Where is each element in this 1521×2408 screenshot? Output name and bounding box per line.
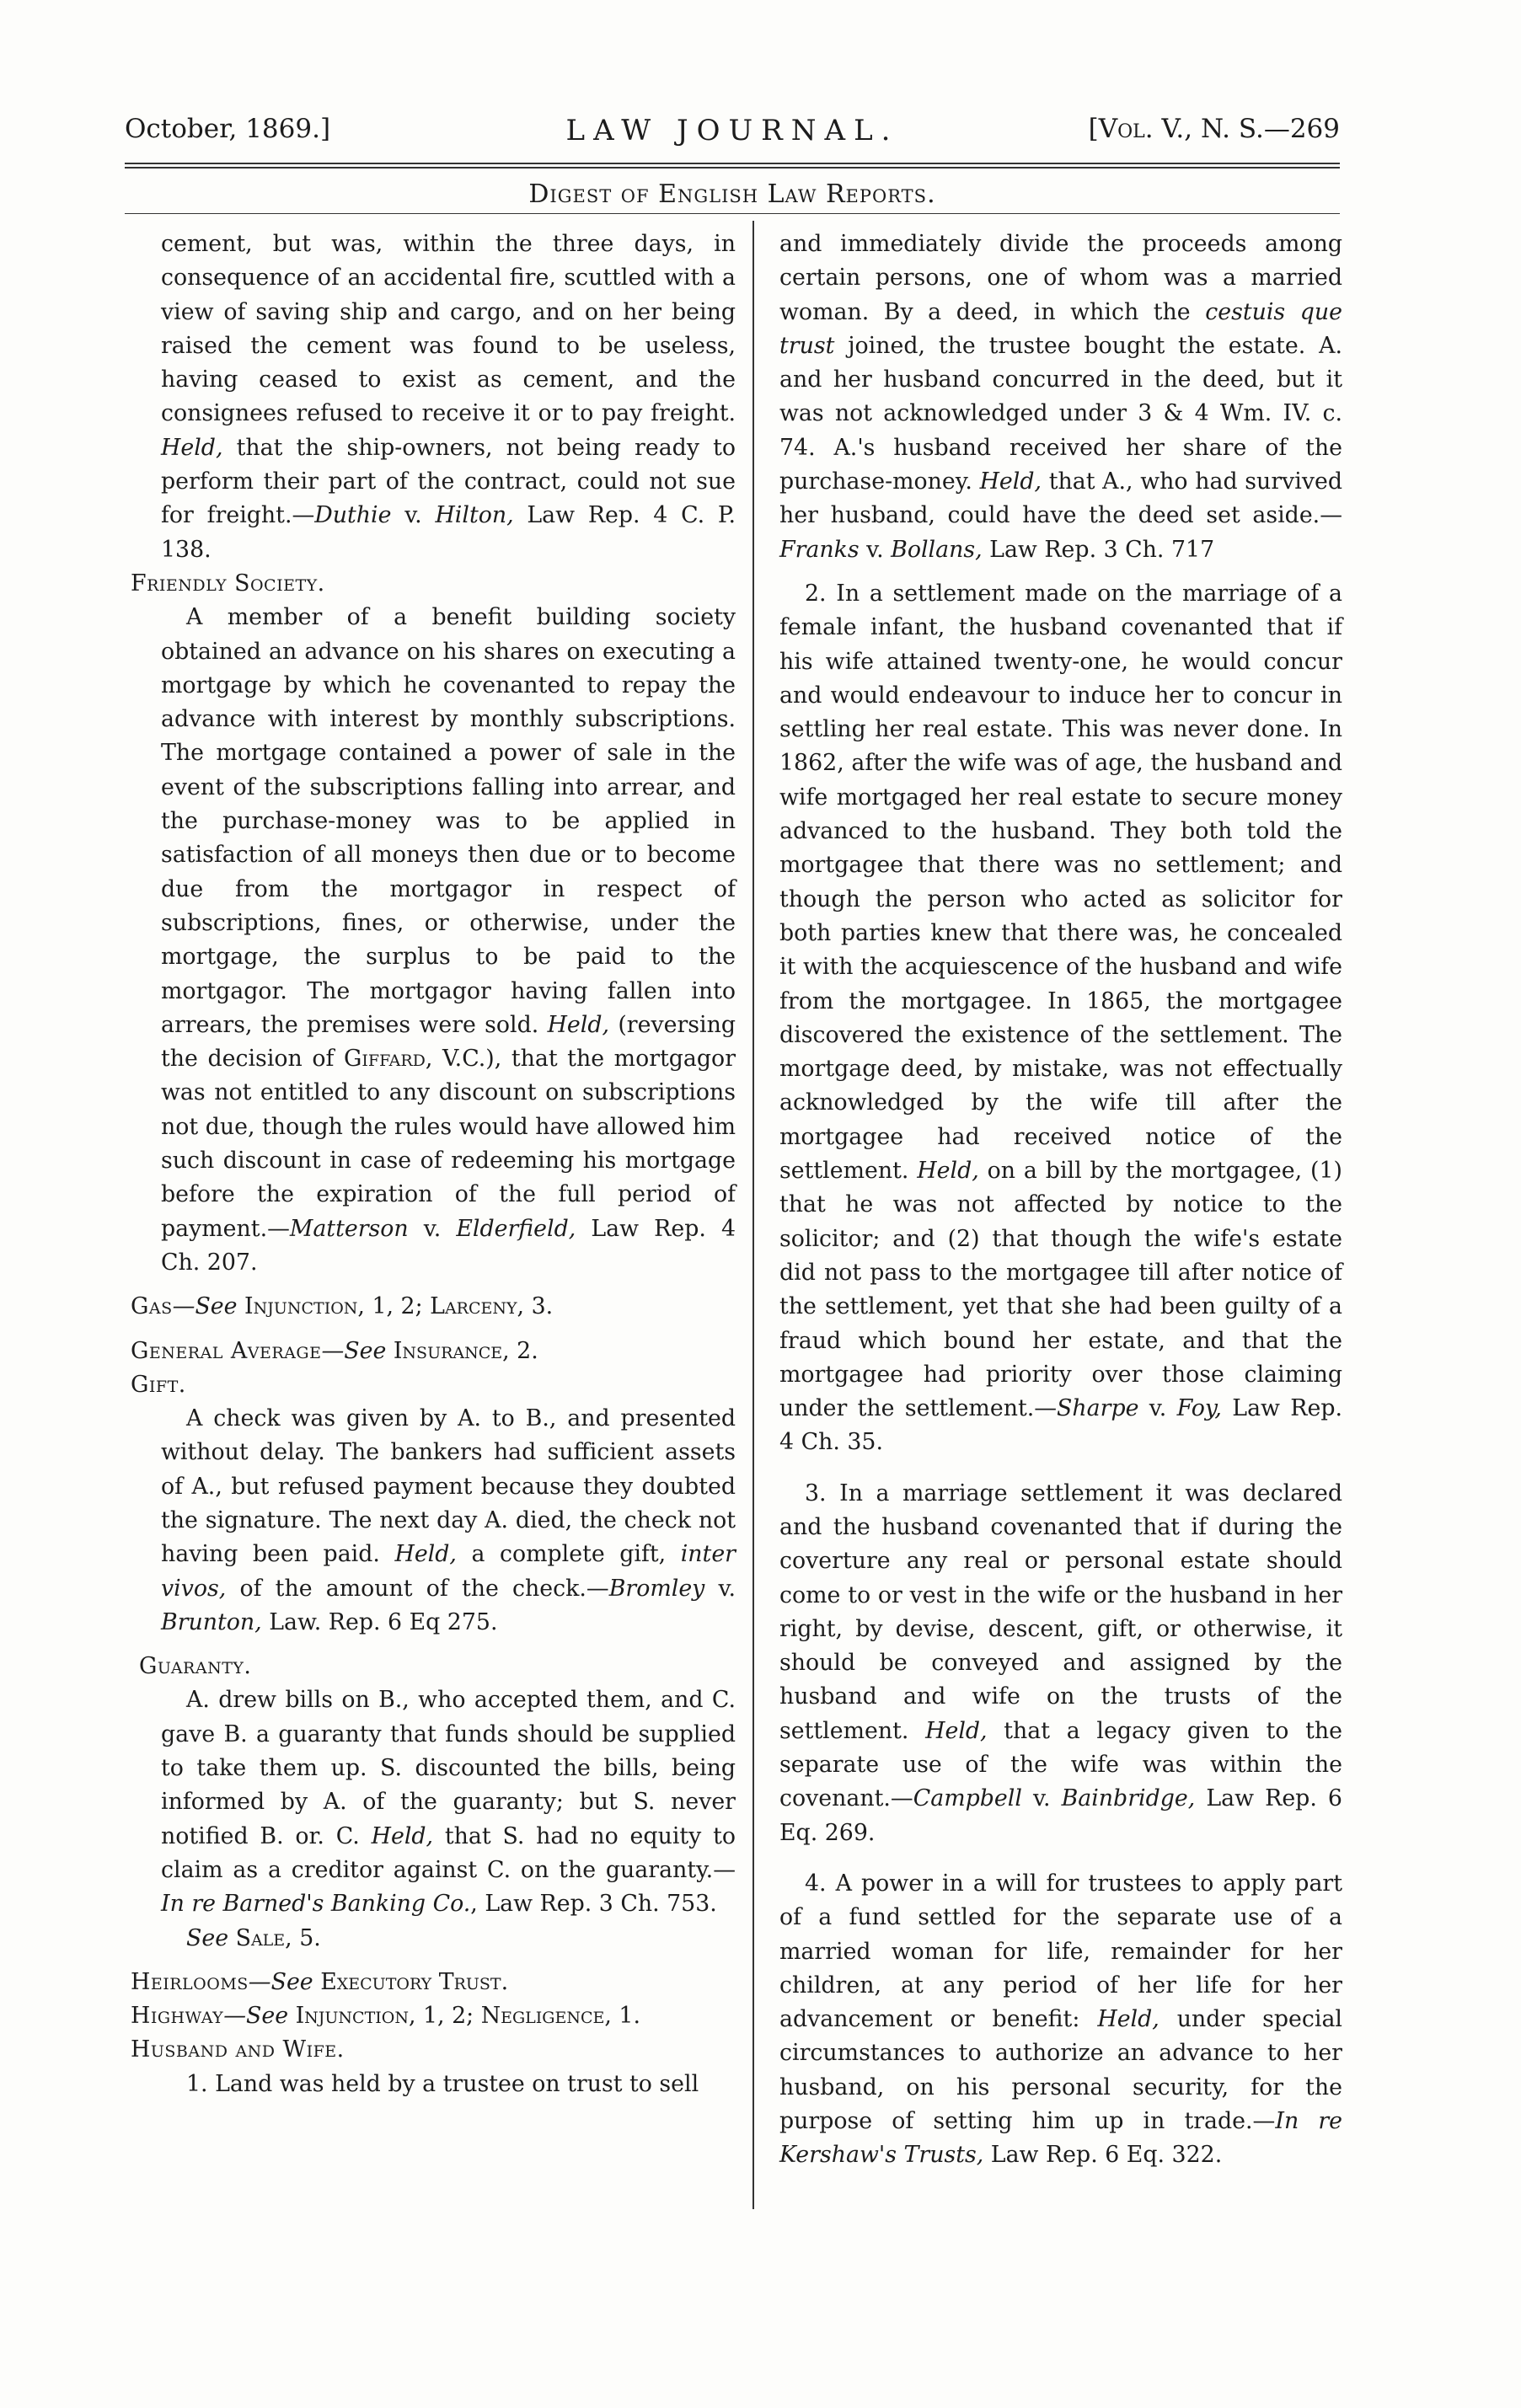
section-rule — [125, 213, 1340, 214]
cross-ref-sale: See Sale, 5. — [186, 1924, 321, 1951]
paragraph-campbell-bainbridge: 3. In a marriage settlement it was declared and the husband covenanted that if during the coverture any real or personal estate should come to or vest in the wife or the husband in her right, by devise, descent, gift, or otherwise, it should be conveyed and assigned by the husband and wife on the trusts of the settlement. Held, that a legacy given to the separate use of the wife was within the covenant.—Campbell v. Bainbridge, Law Rep. 6 Eq. 269. — [779, 1480, 1342, 1846]
cross-ref-heirlooms: Heirlooms—See Executory Trust. — [131, 1968, 509, 1995]
cross-ref-general-average: General Average—See Insurance, 2. — [131, 1337, 538, 1364]
section-title: Digest of English Law Reports. — [528, 179, 936, 209]
paragraph-husband-wife-1: 1. Land was held by a trustee on trust to sell — [186, 2070, 699, 2097]
cross-ref-highway: Highway—See Injunction, 1, 2; Negligence, 1. — [131, 2003, 640, 2030]
paragraph-friendly-society: A member of a benefit building society obtained an advance on his shares on executing a mortgage by which he covenanted to repay the advance with interest by monthly subscriptions. The mortgage contained a power of sale in the event of the subscriptions falling into arrear, and the purchase-money was to be applied in satisfaction of all moneys then due or to become due from the mortgagor in respect of subscriptions, fines, or otherwise, under the mortgage, the surplus to be paid to the mortgagor. The mortgagor having fallen into arrears, the premises were sold. Held, (reversing the decision of Giffard, V.C.), that the mortgagor was not entitled to any discount on subscriptions not due, though the rules would have allowed him such discount in case of redeeming his mortgage before the expiration of the full period of payment.—Matterson v. Elderfield, Law Rep. 4 Ch. 207. — [161, 604, 736, 1276]
heading-guaranty: Guaranty. — [139, 1653, 252, 1680]
paragraph-guaranty: A. drew bills on B., who accepted them, and C. gave B. a guaranty that funds should be supplied to take them up. S. discounted the bills, being informed by A. of the guaranty; but S. never notified B. or. C. Held, that S. had no equity to claim as a creditor against C. on the guaranty.—In re Barned's Banking Co., Law Rep. 3 Ch. 753. — [161, 1687, 736, 1918]
column-divider — [752, 221, 754, 2209]
paragraph-freight: cement, but was, within the three days, in consequence of an accidental fire, scuttled with a view of saving ship and cargo, and on her being raised the cement was found to be useless, having ceased to exist as cement, and the consignees refused to receive it or to pay freight. Held, that the ship-owners, not being ready to perform their part of the contract, could not sue for freight.—Duthie v. Hilton, Law Rep. 4 C. P. 138. — [161, 231, 736, 563]
volume-page: [Vol. V., N. S.—269 — [1088, 114, 1340, 144]
paragraph-kershaw-trusts: 4. A power in a will for trustees to apply part of a fund settled for the separate use of a married woman for life, remainder for her children, at any period of her life for her advancement or benefit: Held, under special circumstances to authorize an advance to her husband, on his personal security, for the purpose of setting him up in trade.—In re Kershaw's Trusts, Law Rep. 6 Eq. 322. — [779, 1870, 1342, 2169]
heading-gift: Gift. — [131, 1371, 186, 1398]
header-rule-top — [125, 163, 1340, 164]
journal-title: LAW JOURNAL. — [565, 114, 899, 147]
paragraph-gift: A check was given by A. to B., and presented without delay. The bankers had sufficient assets of A., but refused payment because they doubted the signature. The next day A. died, the check not having been paid. Held, a complete gift, inter vivos, of the amount of the check.—Bromley v. Brunton, Law. Rep. 6 Eq 275. — [161, 1405, 736, 1635]
paragraph-sharpe-foy: 2. In a settlement made on the marriage of a female infant, the husband covenanted that if his wife attained twenty-one, he would concur and would endeavour to induce her to concur in settling her real estate. This was never done. In 1862, after the wife was of age, the husband and wife mortgaged her real estate to secure money advanced to the husband. They both told the mortgagee that there was no settlement; and though the person who acted as solicitor for both parties knew that there was, he concealed it with the acquiescence of the husband and wife from the mortgagee. In 1865, the mortgagee discovered the existence of the settlement. The mortgage deed, by mistake, was not effectually acknowledged by the wife till after the mortgagee had received notice of the settlement. Held, on a bill by the mortgagee, (1) that he was not affected by notice to the solicitor; and (2) that though the wife's estate did not pass to the mortgagee till after notice of the settlement, yet that she had been guilty of a fraud which bound her estate, and that the mortgagee had priority over those claiming under the settlement.—Sharpe v. Foy, Law Rep. 4 Ch. 35. — [779, 580, 1343, 1456]
heading-friendly-society: Friendly Society. — [131, 570, 325, 597]
left-column — [131, 227, 736, 2101]
heading-husband-and-wife: Husband and Wife. — [131, 2036, 345, 2063]
running-head — [125, 114, 1340, 151]
right-column — [779, 227, 1342, 2173]
paragraph-franks-bollans: and immediately divide the proceeds among certain persons, one of whom was a married woman. By a deed, in which the cestuis que trust joined, the trustee bought the estate. A. and her husband concurred in the deed, but it was not acknowledged under 3 & 4 Wm. IV. c. 74. A.'s husband received her share of the purchase-money. Held, that A., who had survived her husband, could have the deed set aside.—Franks v. Bollans, Law Rep. 3 Ch. 717 — [779, 231, 1342, 563]
header-rule-double — [125, 167, 1340, 169]
header-date: October, 1869.] — [125, 114, 331, 144]
cross-ref-gas: Gas—See Injunction, 1, 2; Larceny, 3. — [131, 1293, 554, 1320]
